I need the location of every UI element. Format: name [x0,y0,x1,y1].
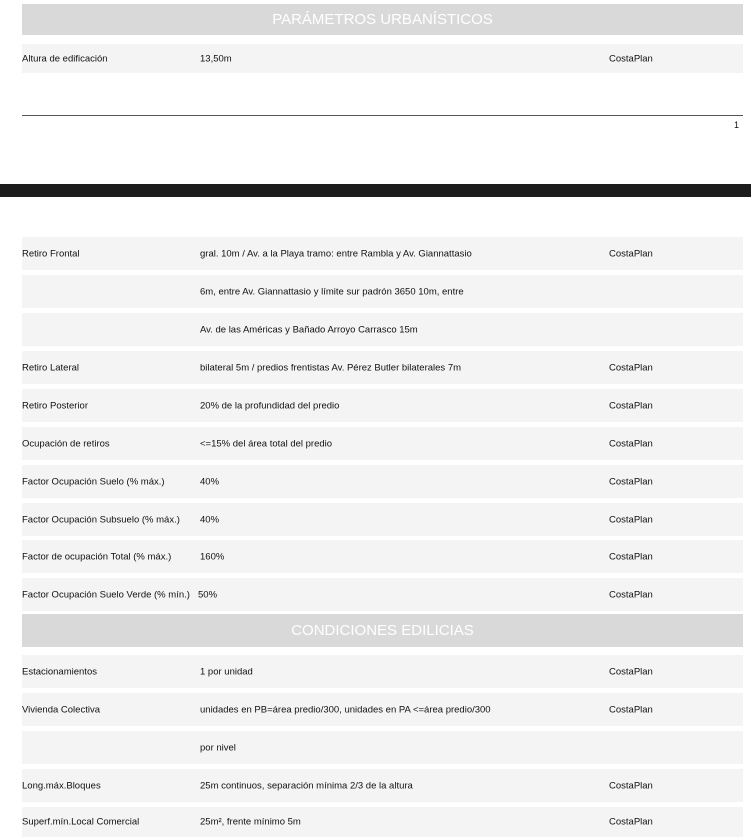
row-value: bilateral 5m / predios frentistas Av. Pérez Butler bilaterales 7m [200,362,462,373]
document-page-2 [0,197,751,837]
row-value: 1 por unidad [200,666,253,677]
table-row [22,389,743,422]
table-row [22,351,743,384]
row-label: Long.máx.Bloques [22,780,101,791]
table-row [22,540,743,573]
row-label: Superf.mín.Local Comercial [22,816,140,828]
row-source: CostaPlan [609,362,653,373]
section-header-parametros: PARÁMETROS URBANÍSTICOS [22,4,743,35]
row-value: Av. de las Américas y Bañado Arroyo Carrasco 15m [200,324,418,335]
row-label: Vivienda Colectiva [22,704,100,715]
row-value: 6m, entre Av. Giannattasio y límite sur padrón 3650 10m, entre [200,286,464,297]
row-source: CostaPlan [609,780,653,791]
row-source: CostaPlan [609,551,653,562]
row-label: Retiro Lateral [22,362,80,373]
row-label: Altura de edificación [22,53,108,64]
table-row [22,465,743,498]
row-source: CostaPlan [609,53,653,64]
page-break [0,184,751,197]
row-label: Factor Ocupación Subsuelo (% máx.) [22,514,180,525]
row-value: 160% [200,551,225,562]
row-label: Factor Ocupación Suelo (% máx.) [22,476,165,487]
row-value: 20% de la profundidad del predio [200,400,340,411]
row-source: CostaPlan [609,514,653,525]
row-label: Estacionamientos [22,666,97,677]
table-row [22,807,743,837]
table-row [22,237,743,270]
row-value: por nivel [200,742,236,753]
row-value: 40% [200,476,220,487]
table-row [22,503,743,536]
row-source: CostaPlan [609,248,653,259]
table-row [22,44,743,73]
row-value: unidades en PB=área predio/300, unidades en PA <=área predio/300 [200,704,491,715]
row-source: CostaPlan [609,589,653,600]
row-value: <=15% del área total del predio [200,438,333,449]
row-label: Retiro Frontal [22,248,80,259]
table-row [22,578,743,611]
table-row [22,655,743,688]
document-page-1 [0,0,751,184]
row-label: Ocupación de retiros [22,438,110,449]
row-label: Factor Ocupación Suelo Verde (% mín.) [22,589,190,600]
table-row [22,769,743,802]
row-source: CostaPlan [609,438,653,449]
row-source: CostaPlan [609,476,653,487]
row-value: 25m continuos, separación mínima 2/3 de la altura [200,780,413,791]
row-value: 50% [198,589,218,600]
row-source: CostaPlan [609,704,653,715]
table-row [22,275,743,308]
row-source: CostaPlan [609,816,653,828]
table-row [22,427,743,460]
section-header-condiciones: CONDICIONES EDILICIAS [22,614,743,647]
row-value: 40% [200,514,220,525]
page-footer-rule [22,115,743,116]
table-row [22,693,743,726]
table-row [22,731,743,764]
row-value: gral. 10m / Av. a la Playa tramo: entre Rambla y Av. Giannattasio [200,248,472,259]
row-source: CostaPlan [609,400,653,411]
row-label: Retiro Posterior [22,400,88,411]
row-value: 13,50m [200,53,232,64]
row-source: CostaPlan [609,666,653,677]
table-row [22,313,743,346]
row-value: 25m², frente mínimo 5m [200,816,301,828]
page-number: 1 [733,120,739,130]
row-label: Factor de ocupación Total (% máx.) [22,551,172,562]
